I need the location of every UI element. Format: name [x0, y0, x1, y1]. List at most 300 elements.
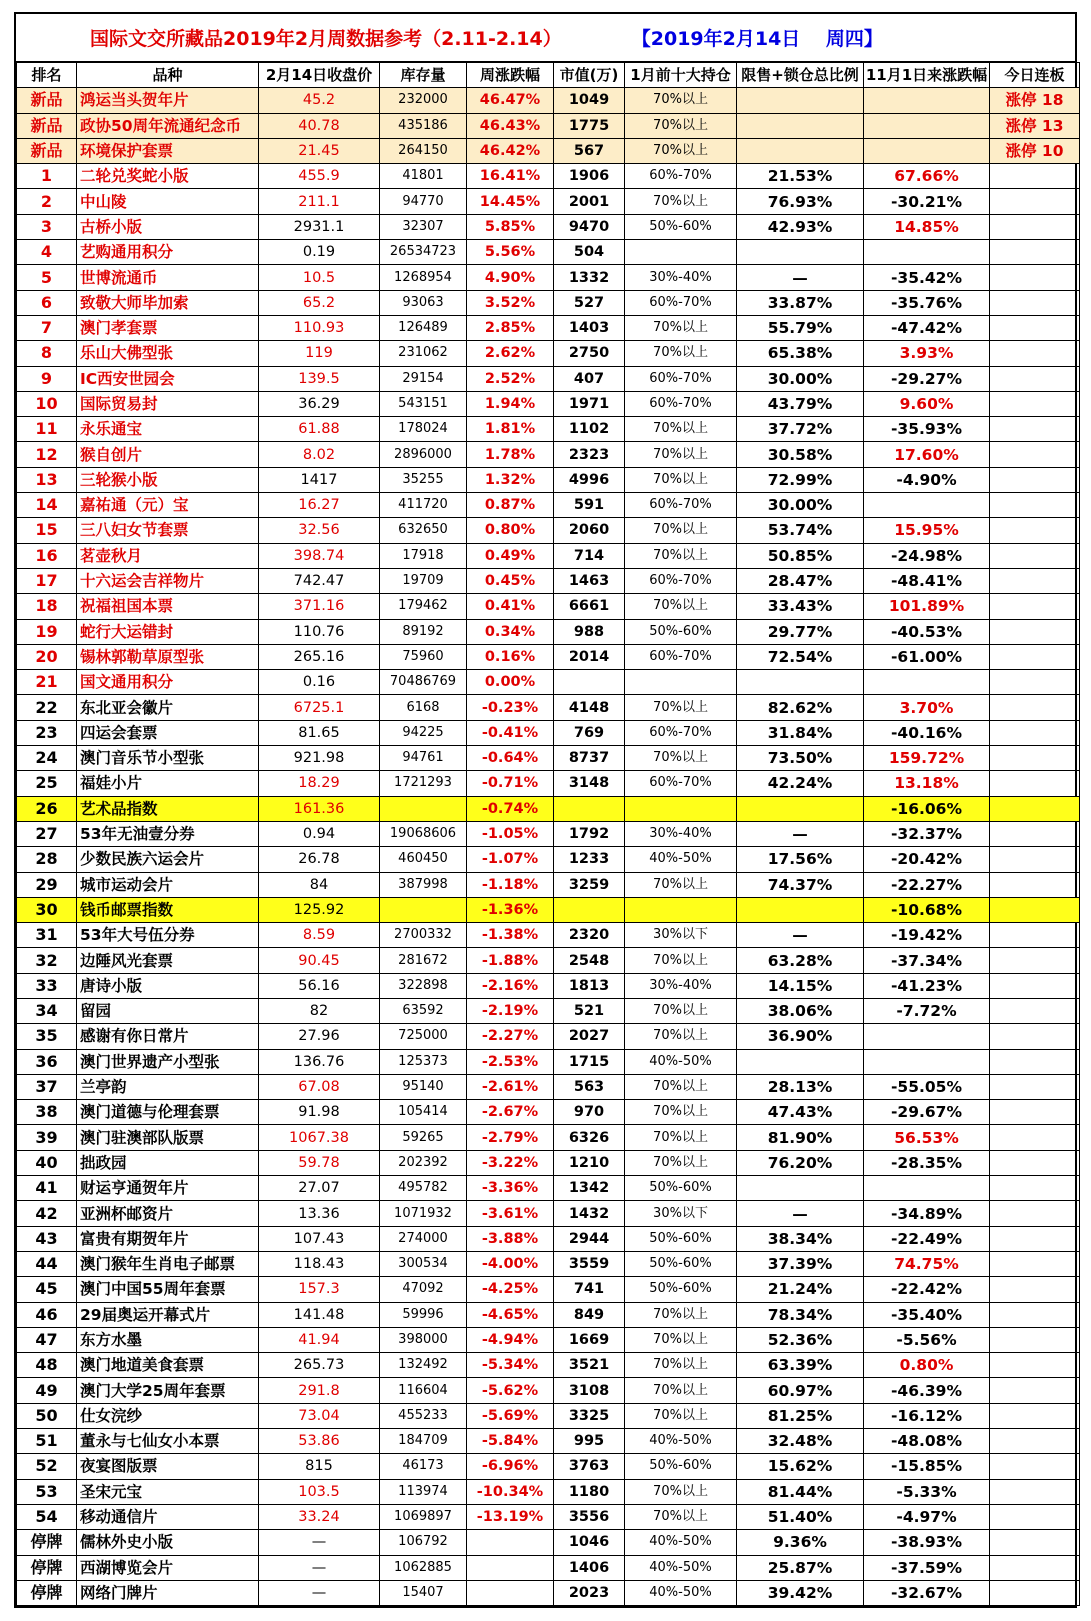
cell-price: — — [259, 1580, 380, 1605]
cell-change: -2.27% — [467, 1024, 554, 1049]
cell-price: 265.16 — [259, 644, 380, 669]
cell-since: -35.40% — [864, 1302, 990, 1327]
cell-change: -0.74% — [467, 796, 554, 821]
cell-name: 东方水墨 — [77, 1327, 259, 1352]
cell-ratio: 31.84% — [737, 720, 864, 745]
cell-name: 澳门音乐节小型张 — [77, 746, 259, 771]
cell-ratio: 21.24% — [737, 1277, 864, 1302]
cell-name: 澳门道德与伦理套票 — [77, 1100, 259, 1125]
cell-since: -34.89% — [864, 1201, 990, 1226]
cell-since: -46.39% — [864, 1378, 990, 1403]
col-header-hold: 1月前十大持仓 — [625, 63, 737, 88]
cell-price: 27.07 — [259, 1176, 380, 1201]
cell-change: -5.69% — [467, 1403, 554, 1428]
table-row — [17, 998, 1080, 1023]
table-row — [17, 1226, 1080, 1251]
cell-cap: 1210 — [554, 1150, 625, 1175]
cell-hold: 70%以上 — [625, 1150, 737, 1175]
cell-cap: 1813 — [554, 973, 625, 998]
cell-since: -20.42% — [864, 847, 990, 872]
cell-price: 125.92 — [259, 897, 380, 922]
cell-price: 0.19 — [259, 240, 380, 265]
cell-change — [467, 1555, 554, 1580]
cell-change: -3.36% — [467, 1176, 554, 1201]
table-row — [17, 138, 1080, 163]
cell-cap: 567 — [554, 138, 625, 163]
cell-hold: 60%-70% — [625, 391, 737, 416]
data-sheet — [14, 12, 1077, 1608]
cell-since — [864, 493, 990, 518]
cell-price: 2931.1 — [259, 214, 380, 239]
table-row — [17, 897, 1080, 922]
title-row — [16, 14, 1075, 62]
cell-since — [864, 138, 990, 163]
table-row — [17, 240, 1080, 265]
cell-change: 14.45% — [467, 189, 554, 214]
cell-cap: 1463 — [554, 568, 625, 593]
table-row — [17, 1277, 1080, 1302]
cell-streak — [990, 315, 1080, 340]
cell-streak — [990, 1125, 1080, 1150]
cell-cap: 3108 — [554, 1378, 625, 1403]
cell-rank: 38 — [17, 1100, 77, 1125]
cell-cap: 6661 — [554, 594, 625, 619]
cell-name: 永乐通宝 — [77, 417, 259, 442]
cell-rank: 15 — [17, 518, 77, 543]
cell-stock: 1721293 — [380, 771, 467, 796]
cell-name: 四运会套票 — [77, 720, 259, 745]
cell-hold: 70%以上 — [625, 1353, 737, 1378]
cell-change: 3.52% — [467, 290, 554, 315]
cell-stock: 1069897 — [380, 1504, 467, 1529]
cell-since: -35.76% — [864, 290, 990, 315]
cell-name: 中山陵 — [77, 189, 259, 214]
cell-since: -4.90% — [864, 467, 990, 492]
cell-stock: 435186 — [380, 113, 467, 138]
cell-rank: 24 — [17, 746, 77, 771]
cell-hold: 40%-50% — [625, 1530, 737, 1555]
cell-change: -3.88% — [467, 1226, 554, 1251]
cell-rank: 36 — [17, 1049, 77, 1074]
cell-name: 财运亨通贺年片 — [77, 1176, 259, 1201]
cell-since: 17.60% — [864, 442, 990, 467]
cell-change: 0.00% — [467, 670, 554, 695]
cell-name: 艺购通用积分 — [77, 240, 259, 265]
cell-change: 0.34% — [467, 619, 554, 644]
cell-streak — [990, 1302, 1080, 1327]
cell-streak — [990, 973, 1080, 998]
cell-since: -40.53% — [864, 619, 990, 644]
cell-price: 921.98 — [259, 746, 380, 771]
cell-change: -1.05% — [467, 821, 554, 846]
cell-change: -1.36% — [467, 897, 554, 922]
cell-rank: 5 — [17, 265, 77, 290]
cell-stock: 125373 — [380, 1049, 467, 1074]
cell-ratio — [737, 1049, 864, 1074]
cell-ratio: 47.43% — [737, 1100, 864, 1125]
cell-cap: 3763 — [554, 1454, 625, 1479]
cell-price: 73.04 — [259, 1403, 380, 1428]
table-row — [17, 1125, 1080, 1150]
cell-ratio: 60.97% — [737, 1378, 864, 1403]
cell-hold: 70%以上 — [625, 417, 737, 442]
table-row — [17, 467, 1080, 492]
cell-hold: 70%以上 — [625, 1100, 737, 1125]
cell-change: -0.64% — [467, 746, 554, 771]
cell-stock: 59996 — [380, 1302, 467, 1327]
cell-change: -4.00% — [467, 1251, 554, 1276]
cell-ratio: 63.39% — [737, 1353, 864, 1378]
cell-hold: 50%-60% — [625, 1251, 737, 1276]
cell-change: 1.94% — [467, 391, 554, 416]
cell-since: -7.72% — [864, 998, 990, 1023]
cell-rank: 50 — [17, 1403, 77, 1428]
cell-ratio: 72.99% — [737, 467, 864, 492]
cell-change: 5.56% — [467, 240, 554, 265]
cell-cap: 1669 — [554, 1327, 625, 1352]
cell-ratio: 63.28% — [737, 948, 864, 973]
cell-cap: 2323 — [554, 442, 625, 467]
table-row — [17, 164, 1080, 189]
cell-name: 锡林郭勒草原型张 — [77, 644, 259, 669]
table-row — [17, 923, 1080, 948]
cell-cap: 2548 — [554, 948, 625, 973]
cell-since: -40.16% — [864, 720, 990, 745]
cell-price: 815 — [259, 1454, 380, 1479]
cell-hold: 60%-70% — [625, 644, 737, 669]
cell-name: 十六运会吉祥物片 — [77, 568, 259, 593]
cell-ratio — [737, 897, 864, 922]
table-row — [17, 973, 1080, 998]
cell-cap: 849 — [554, 1302, 625, 1327]
cell-cap: 1332 — [554, 265, 625, 290]
cell-streak — [990, 1049, 1080, 1074]
table-row — [17, 290, 1080, 315]
col-header-price: 2月14日收盘价 — [259, 63, 380, 88]
cell-price: — — [259, 1555, 380, 1580]
cell-streak — [990, 493, 1080, 518]
cell-hold: 70%以上 — [625, 88, 737, 113]
col-header-ratio: 限售+锁仓总比例 — [737, 63, 864, 88]
table-row — [17, 1429, 1080, 1454]
cell-name: 古桥小版 — [77, 214, 259, 239]
cell-change: 1.32% — [467, 467, 554, 492]
cell-name: 政协50周年流通纪念币 — [77, 113, 259, 138]
table-row — [17, 543, 1080, 568]
cell-since: -29.27% — [864, 366, 990, 391]
cell-streak — [990, 290, 1080, 315]
cell-rank: 新品 — [17, 113, 77, 138]
cell-rank: 7 — [17, 315, 77, 340]
cell-rank: 39 — [17, 1125, 77, 1150]
cell-cap: 2027 — [554, 1024, 625, 1049]
cell-stock: 179462 — [380, 594, 467, 619]
cell-change: 5.85% — [467, 214, 554, 239]
cell-price: 398.74 — [259, 543, 380, 568]
cell-price: 103.5 — [259, 1479, 380, 1504]
cell-price: 36.29 — [259, 391, 380, 416]
cell-rank: 11 — [17, 417, 77, 442]
cell-price: 455.9 — [259, 164, 380, 189]
cell-stock: 2896000 — [380, 442, 467, 467]
cell-hold: 50%-60% — [625, 1454, 737, 1479]
cell-price: 141.48 — [259, 1302, 380, 1327]
cell-hold: 70%以上 — [625, 467, 737, 492]
cell-since: -35.42% — [864, 265, 990, 290]
cell-stock: 95140 — [380, 1074, 467, 1099]
cell-rank: 16 — [17, 543, 77, 568]
cell-stock: 1071932 — [380, 1201, 467, 1226]
ranking-table — [16, 62, 1080, 1606]
cell-name: 53年无油壹分券 — [77, 821, 259, 846]
cell-streak — [990, 1403, 1080, 1428]
cell-since: -38.93% — [864, 1530, 990, 1555]
table-row — [17, 695, 1080, 720]
table-row — [17, 1302, 1080, 1327]
cell-change: -2.61% — [467, 1074, 554, 1099]
cell-change: 0.16% — [467, 644, 554, 669]
cell-stock — [380, 897, 467, 922]
cell-name: 艺术品指数 — [77, 796, 259, 821]
cell-name: 拙政园 — [77, 1150, 259, 1175]
cell-ratio: 65.38% — [737, 341, 864, 366]
cell-hold: 30%-40% — [625, 265, 737, 290]
cell-rank: 23 — [17, 720, 77, 745]
cell-price: 33.24 — [259, 1504, 380, 1529]
cell-since: -19.42% — [864, 923, 990, 948]
cell-price: 157.3 — [259, 1277, 380, 1302]
table-row — [17, 442, 1080, 467]
cell-ratio: 33.87% — [737, 290, 864, 315]
cell-stock: 46173 — [380, 1454, 467, 1479]
cell-stock: 94770 — [380, 189, 467, 214]
col-header-change: 周涨跌幅 — [467, 63, 554, 88]
cell-cap: 1432 — [554, 1201, 625, 1226]
cell-streak — [990, 847, 1080, 872]
cell-ratio — [737, 138, 864, 163]
cell-cap: 504 — [554, 240, 625, 265]
cell-cap: 1971 — [554, 391, 625, 416]
cell-price: 13.36 — [259, 1201, 380, 1226]
cell-ratio: 82.62% — [737, 695, 864, 720]
cell-price: 53.86 — [259, 1429, 380, 1454]
date-label: 【2019年2月14日 周四】 — [631, 28, 883, 50]
cell-stock: 264150 — [380, 138, 467, 163]
cell-since: 13.18% — [864, 771, 990, 796]
cell-price: 8.02 — [259, 442, 380, 467]
cell-rank: 新品 — [17, 88, 77, 113]
cell-ratio: 28.47% — [737, 568, 864, 593]
cell-since: 159.72% — [864, 746, 990, 771]
cell-stock: 94761 — [380, 746, 467, 771]
cell-hold: 70%以上 — [625, 872, 737, 897]
cell-name: 边陲风光套票 — [77, 948, 259, 973]
table-row — [17, 417, 1080, 442]
table-row — [17, 341, 1080, 366]
cell-since: -35.93% — [864, 417, 990, 442]
cell-ratio — [737, 670, 864, 695]
cell-price: 139.5 — [259, 366, 380, 391]
cell-hold: 70%以上 — [625, 1504, 737, 1529]
cell-streak — [990, 1074, 1080, 1099]
cell-price: 45.2 — [259, 88, 380, 113]
cell-since — [864, 88, 990, 113]
cell-price: 211.1 — [259, 189, 380, 214]
cell-cap: 2001 — [554, 189, 625, 214]
cell-rank: 1 — [17, 164, 77, 189]
cell-name: 亚洲杯邮资片 — [77, 1201, 259, 1226]
cell-price: 61.88 — [259, 417, 380, 442]
cell-since: 56.53% — [864, 1125, 990, 1150]
cell-price: 81.65 — [259, 720, 380, 745]
cell-since — [864, 1049, 990, 1074]
cell-hold: 30%以下 — [625, 1201, 737, 1226]
cell-since: -29.67% — [864, 1100, 990, 1125]
cell-stock: 116604 — [380, 1378, 467, 1403]
cell-hold: 30%以下 — [625, 923, 737, 948]
cell-since: -5.56% — [864, 1327, 990, 1352]
cell-rank: 34 — [17, 998, 77, 1023]
cell-hold: 70%以上 — [625, 746, 737, 771]
cell-cap: 591 — [554, 493, 625, 518]
cell-hold: 60%-70% — [625, 568, 737, 593]
cell-cap: 1180 — [554, 1479, 625, 1504]
table-row — [17, 1580, 1080, 1605]
cell-streak — [990, 1479, 1080, 1504]
cell-streak — [990, 1176, 1080, 1201]
cell-change: -5.34% — [467, 1353, 554, 1378]
cell-cap: 3556 — [554, 1504, 625, 1529]
cell-name: 移动通信片 — [77, 1504, 259, 1529]
cell-cap: 1049 — [554, 88, 625, 113]
cell-stock: 6168 — [380, 695, 467, 720]
table-row — [17, 948, 1080, 973]
cell-name: 乐山大佛型张 — [77, 341, 259, 366]
cell-hold: 50%-60% — [625, 619, 737, 644]
table-row — [17, 113, 1080, 138]
cell-rank: 45 — [17, 1277, 77, 1302]
cell-price: 27.96 — [259, 1024, 380, 1049]
cell-ratio: — — [737, 265, 864, 290]
cell-stock: 411720 — [380, 493, 467, 518]
cell-change — [467, 1580, 554, 1605]
cell-price: 136.76 — [259, 1049, 380, 1074]
cell-rank: 3 — [17, 214, 77, 239]
cell-since: -47.42% — [864, 315, 990, 340]
cell-ratio: 30.58% — [737, 442, 864, 467]
cell-name: 东北亚会徽片 — [77, 695, 259, 720]
cell-ratio — [737, 796, 864, 821]
cell-hold: 70%以上 — [625, 1302, 737, 1327]
cell-hold: 60%-70% — [625, 493, 737, 518]
cell-rank: 10 — [17, 391, 77, 416]
cell-ratio: 30.00% — [737, 366, 864, 391]
cell-hold: 60%-70% — [625, 366, 737, 391]
cell-change: -5.84% — [467, 1429, 554, 1454]
cell-cap: 769 — [554, 720, 625, 745]
cell-ratio: 43.79% — [737, 391, 864, 416]
cell-hold: 70%以上 — [625, 1125, 737, 1150]
cell-change: 0.49% — [467, 543, 554, 568]
cell-rank: 停牌 — [17, 1530, 77, 1555]
cell-ratio: 32.48% — [737, 1429, 864, 1454]
cell-change: 2.52% — [467, 366, 554, 391]
table-row — [17, 796, 1080, 821]
cell-stock: 2700332 — [380, 923, 467, 948]
cell-stock: 725000 — [380, 1024, 467, 1049]
cell-ratio: 51.40% — [737, 1504, 864, 1529]
cell-streak — [990, 1226, 1080, 1251]
cell-ratio: 72.54% — [737, 644, 864, 669]
table-row — [17, 1327, 1080, 1352]
cell-name: IC西安世园会 — [77, 366, 259, 391]
cell-rank: 19 — [17, 619, 77, 644]
cell-ratio — [737, 88, 864, 113]
cell-price: 91.98 — [259, 1100, 380, 1125]
cell-streak — [990, 1150, 1080, 1175]
table-row — [17, 1150, 1080, 1175]
cell-price: 32.56 — [259, 518, 380, 543]
cell-streak — [990, 1580, 1080, 1605]
cell-since: -16.12% — [864, 1403, 990, 1428]
cell-ratio: 53.74% — [737, 518, 864, 543]
cell-name: 嘉祐通（元）宝 — [77, 493, 259, 518]
cell-ratio — [737, 1176, 864, 1201]
cell-rank: 新品 — [17, 138, 77, 163]
cell-stock: 1062885 — [380, 1555, 467, 1580]
cell-rank: 停牌 — [17, 1580, 77, 1605]
cell-change: 1.78% — [467, 442, 554, 467]
cell-change: -6.96% — [467, 1454, 554, 1479]
table-row — [17, 189, 1080, 214]
cell-since: -4.97% — [864, 1504, 990, 1529]
cell-change: 2.62% — [467, 341, 554, 366]
cell-name: 城市运动会片 — [77, 872, 259, 897]
cell-price: 41.94 — [259, 1327, 380, 1352]
cell-ratio: — — [737, 1201, 864, 1226]
col-header-streak: 今日连板 — [990, 63, 1080, 88]
cell-streak: 涨停 10 — [990, 138, 1080, 163]
cell-since: -37.34% — [864, 948, 990, 973]
table-row — [17, 1530, 1080, 1555]
cell-since: 67.66% — [864, 164, 990, 189]
cell-since: -48.41% — [864, 568, 990, 593]
cell-rank: 28 — [17, 847, 77, 872]
cell-streak — [990, 189, 1080, 214]
cell-since — [864, 670, 990, 695]
cell-since: 0.80% — [864, 1353, 990, 1378]
cell-change: 2.85% — [467, 315, 554, 340]
cell-hold: 40%-50% — [625, 1555, 737, 1580]
cell-cap: 741 — [554, 1277, 625, 1302]
cell-streak — [990, 1530, 1080, 1555]
cell-rank: 40 — [17, 1150, 77, 1175]
cell-stock: 202392 — [380, 1150, 467, 1175]
cell-rank: 31 — [17, 923, 77, 948]
cell-since: 3.93% — [864, 341, 990, 366]
cell-rank: 21 — [17, 670, 77, 695]
table-row — [17, 670, 1080, 695]
cell-name: 少数民族六运会片 — [77, 847, 259, 872]
cell-hold: 70%以上 — [625, 543, 737, 568]
cell-hold: 70%以上 — [625, 518, 737, 543]
cell-since — [864, 1024, 990, 1049]
cell-ratio: 14.15% — [737, 973, 864, 998]
cell-streak — [990, 265, 1080, 290]
cell-ratio: 33.43% — [737, 594, 864, 619]
cell-change: -1.88% — [467, 948, 554, 973]
table-row — [17, 1201, 1080, 1226]
